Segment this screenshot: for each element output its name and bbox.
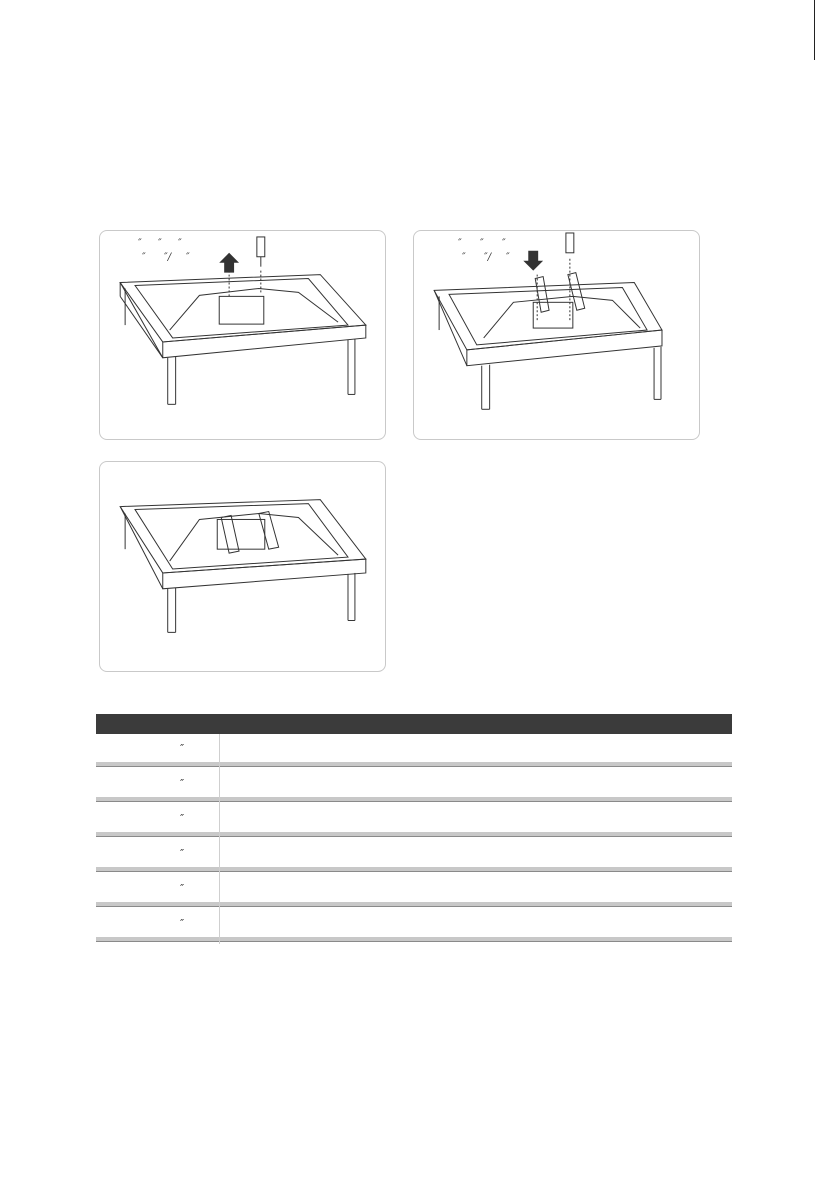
table-row [96,769,732,801]
column-divider [219,874,220,909]
illustration-remove-stand [99,230,386,440]
table-row [96,909,732,941]
size-cell: ″ [180,742,185,755]
tv-on-table-drawing [100,231,385,439]
table-row [96,874,732,906]
illustration-bracket-installed [99,461,386,672]
column-divider [219,839,220,874]
page-edge-line [814,0,815,60]
size-mark: ″ [506,252,510,263]
size-mark: ″ [502,238,506,249]
column-divider [219,769,220,804]
table-header [96,714,732,734]
column-divider [219,909,220,944]
size-mark: ″ [458,238,462,249]
table-row [96,804,732,836]
size-mark: ″/ [164,252,172,263]
table-row [96,839,732,871]
size-mark: ″ [138,238,142,249]
tv-bracket-installed-drawing [100,462,385,671]
size-cell: ″ [180,812,185,825]
column-divider [219,804,220,839]
size-mark: ″ [480,238,484,249]
spec-table [96,714,732,944]
size-cell: ″ [180,882,185,895]
table-row [96,734,732,766]
size-mark: ″ [462,252,466,263]
size-mark: ″ [158,238,162,249]
size-mark: ″/ [484,252,492,263]
size-cell: ″ [180,777,185,790]
size-cell: ″ [180,917,185,930]
size-mark: ″ [142,252,146,263]
size-cell: ″ [180,847,185,860]
column-divider [219,734,220,769]
size-mark: ″ [178,238,182,249]
size-mark: ″ [186,252,190,263]
illustration-attach-wall-bracket [413,230,700,440]
tv-bracket-drawing [414,231,699,439]
